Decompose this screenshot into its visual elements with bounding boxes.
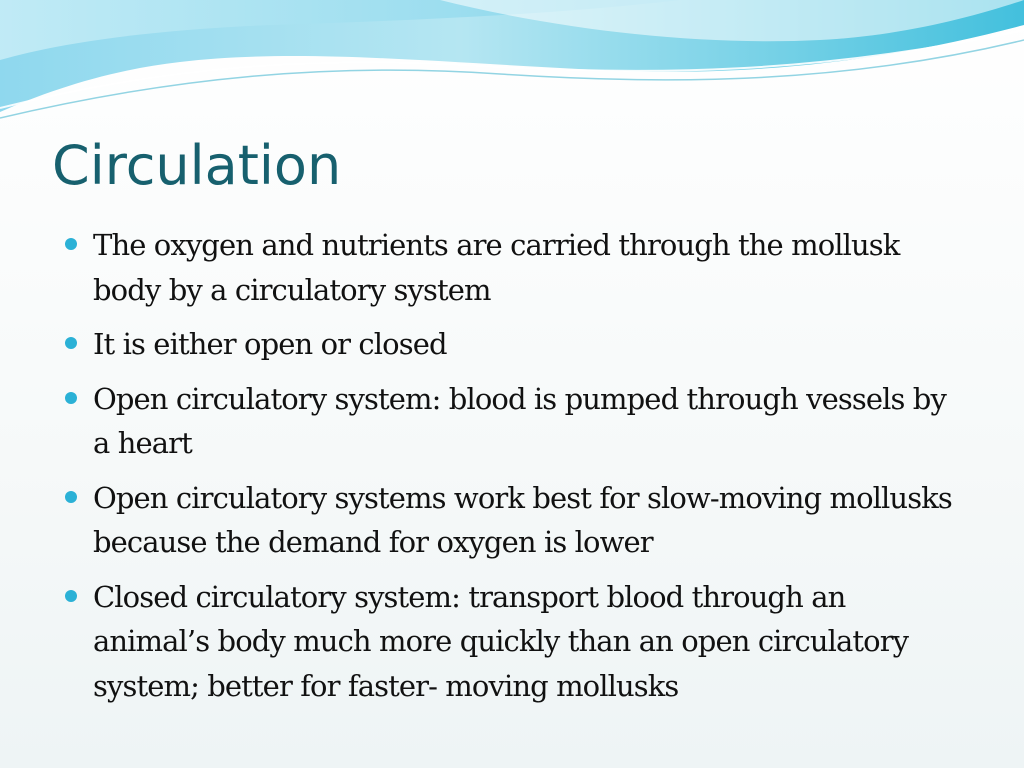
bullet-dot-icon — [65, 491, 77, 503]
bullet-item — [62, 377, 962, 466]
bullet-dot-icon — [65, 337, 77, 349]
wave-header-decoration — [0, 0, 1024, 130]
bullet-item — [62, 575, 962, 709]
bullet-item — [62, 476, 962, 565]
bullet-text: It is either open or closed — [93, 327, 447, 361]
bullet-text: Closed circulatory system: transport blood through an animal’s body much more quickly than an open circulatory system; better for faster- moving mollusks — [93, 579, 909, 703]
slide-title: Circulation — [52, 134, 342, 197]
bullet-item — [62, 322, 962, 367]
bullet-item — [62, 223, 962, 312]
bullet-list — [62, 223, 962, 718]
bullet-dot-icon — [65, 392, 77, 404]
bullet-dot-icon — [65, 590, 77, 602]
bullet-text: Open circulatory systems work best for slow-moving mollusks because the demand for oxygen is lower — [93, 480, 952, 559]
bullet-text: The oxygen and nutrients are carried through the mollusk body by a circulatory system — [93, 228, 900, 307]
bullet-text: Open circulatory system: blood is pumped through vessels by a heart — [93, 381, 946, 460]
bullet-dot-icon — [65, 238, 77, 250]
